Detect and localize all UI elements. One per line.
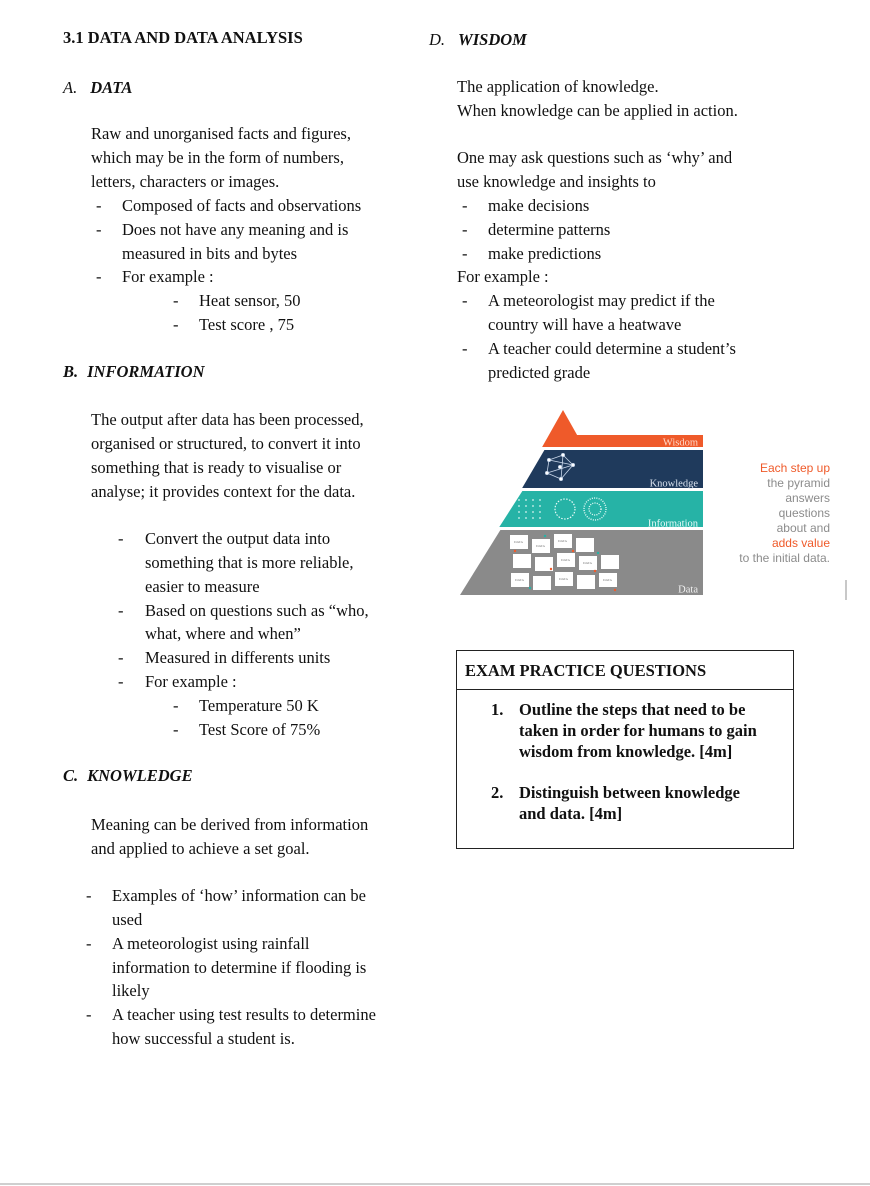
list-item: Test Score of 75% — [199, 720, 321, 739]
bullet-dash: - — [96, 196, 102, 215]
list-item: Examples of ‘how’ information can be — [112, 886, 366, 905]
data-tile-label: DATA — [559, 577, 569, 581]
data-tile-label: DATA — [536, 544, 546, 548]
section-title: KNOWLEDGE — [87, 766, 193, 785]
text-line: and applied to achieve a set goal. — [91, 839, 310, 858]
list-item: Measured in differents units — [145, 648, 331, 667]
list-item: Test score , 75 — [199, 315, 295, 334]
list-item: A teacher could determine a student’s — [488, 339, 736, 358]
text-line: something that is ready to visualise or — [91, 458, 342, 477]
list-item: easier to measure — [145, 577, 260, 596]
question-line: Distinguish between knowledge — [519, 783, 740, 802]
bullet-dash: - — [118, 529, 124, 548]
question-number: 1. — [491, 700, 504, 719]
text-line: analyse; it provides context for the data. — [91, 482, 356, 501]
text-line: For example : — [457, 267, 549, 286]
text-line: letters, characters or images. — [91, 172, 280, 191]
data-tile-label: DATA — [515, 578, 525, 582]
pyramid-label-knowledge: Knowledge — [649, 478, 698, 490]
list-item: used — [112, 910, 143, 929]
bullet-dash: - — [462, 339, 468, 358]
page-title: 3.1 DATA AND DATA ANALYSIS — [63, 28, 303, 47]
list-item: Convert the output data into — [145, 529, 331, 548]
list-item: A meteorologist may predict if the — [488, 291, 715, 310]
list-item: country will have a heatwave — [488, 315, 682, 334]
list-item: Temperature 50 K — [199, 696, 319, 715]
bullet-dash: - — [462, 196, 468, 215]
section-a-heading — [63, 76, 132, 100]
list-item: determine patterns — [488, 220, 611, 239]
question-line: Outline the steps that need to be — [519, 700, 746, 719]
bullet-dash: - — [462, 220, 468, 239]
section-title: WISDOM — [458, 30, 527, 49]
bullet-dash: - — [86, 1005, 92, 1024]
scroll-indicator — [845, 580, 847, 600]
section-letter: C. — [63, 766, 79, 785]
bullet-dash: - — [173, 291, 179, 310]
data-tile-label: DATA — [558, 539, 568, 543]
list-item: something that is more reliable, — [145, 553, 354, 572]
text-line: The output after data has been processed, — [91, 410, 364, 429]
section-d-heading — [429, 28, 527, 52]
bullet-dash: - — [118, 672, 124, 691]
section-letter: D. — [429, 30, 446, 49]
section-letter: A. — [63, 78, 78, 97]
bullet-dash: - — [462, 291, 468, 310]
list-item: For example : — [145, 672, 237, 691]
bullet-dash: - — [173, 720, 179, 739]
list-item: Does not have any meaning and is — [122, 220, 349, 239]
caption-line: the pyramid — [767, 476, 830, 490]
data-tile-label: DATA — [603, 578, 613, 582]
bullet-dash: - — [96, 267, 102, 286]
data-tile-label: DATA — [583, 561, 593, 565]
bullet-dash: - — [96, 220, 102, 239]
list-item: make predictions — [488, 244, 602, 263]
list-item: make decisions — [488, 196, 590, 215]
exam-box-header — [457, 651, 793, 690]
section-b-heading — [63, 362, 205, 382]
text-line: use knowledge and insights to — [457, 172, 656, 191]
text-line: organised or structured, to convert it into — [91, 434, 361, 453]
data-tile-label: DATA — [514, 540, 524, 544]
text-line: When knowledge can be applied in action. — [457, 101, 738, 120]
caption-line: Each step up — [759, 461, 830, 475]
text-line: Meaning can be derived from information — [91, 815, 369, 834]
text-line: which may be in the form of numbers, — [91, 148, 344, 167]
page-bottom-border — [0, 1183, 870, 1185]
list-item: Based on questions such as “who, — [145, 601, 369, 620]
caption-line: questions — [778, 506, 830, 520]
bullet-dash: - — [86, 934, 92, 953]
list-item: For example : — [122, 267, 214, 286]
question-number: 2. — [491, 783, 504, 802]
list-item: likely — [112, 981, 150, 1000]
bullet-dash: - — [462, 244, 468, 263]
list-item: Composed of facts and observations — [122, 196, 362, 215]
data-tile-label: DATA — [561, 558, 571, 562]
pyramid-label-wisdom: Wisdom — [662, 437, 698, 449]
caption-line: adds value — [771, 536, 830, 550]
pyramid-label-data: Data — [678, 584, 698, 596]
section-title: DATA — [90, 78, 133, 97]
text-line: One may ask questions such as ‘why’ and — [457, 148, 733, 167]
list-item: what, where and when” — [145, 624, 301, 643]
section-letter: B. — [63, 362, 79, 381]
caption-line: to the initial data. — [739, 551, 830, 565]
pyramid-label-information: Information — [647, 518, 698, 530]
list-item: information to determine if flooding is — [112, 958, 367, 977]
bullet-dash: - — [118, 648, 124, 667]
text-line: The application of knowledge. — [457, 77, 659, 96]
text-line: Raw and unorganised facts and figures, — [91, 124, 351, 143]
question-line: wisdom from knowledge. [4m] — [519, 742, 733, 761]
section-title: INFORMATION — [87, 362, 205, 381]
list-item: how successful a student is. — [112, 1029, 295, 1048]
pyramid-caption — [739, 461, 830, 566]
bullet-dash: - — [118, 601, 124, 620]
caption-line: answers — [785, 491, 830, 505]
exam-practice-box — [456, 650, 794, 849]
list-item: Heat sensor, 50 — [199, 291, 301, 310]
bullet-dash: - — [173, 315, 179, 334]
caption-line: about and — [776, 521, 830, 535]
exam-heading: EXAM PRACTICE QUESTIONS — [465, 661, 707, 680]
bullet-dash: - — [86, 886, 92, 905]
question-line: and data. [4m] — [519, 804, 623, 823]
section-c-heading — [63, 766, 193, 786]
list-item: A teacher using test results to determine — [112, 1005, 376, 1024]
bullet-dash: - — [173, 696, 179, 715]
list-item: measured in bits and bytes — [122, 244, 298, 263]
question-line: taken in order for humans to gain — [519, 721, 757, 740]
dikw-pyramid-figure — [455, 405, 710, 600]
list-item: predicted grade — [488, 363, 591, 382]
list-item: A meteorologist using rainfall — [112, 934, 310, 953]
